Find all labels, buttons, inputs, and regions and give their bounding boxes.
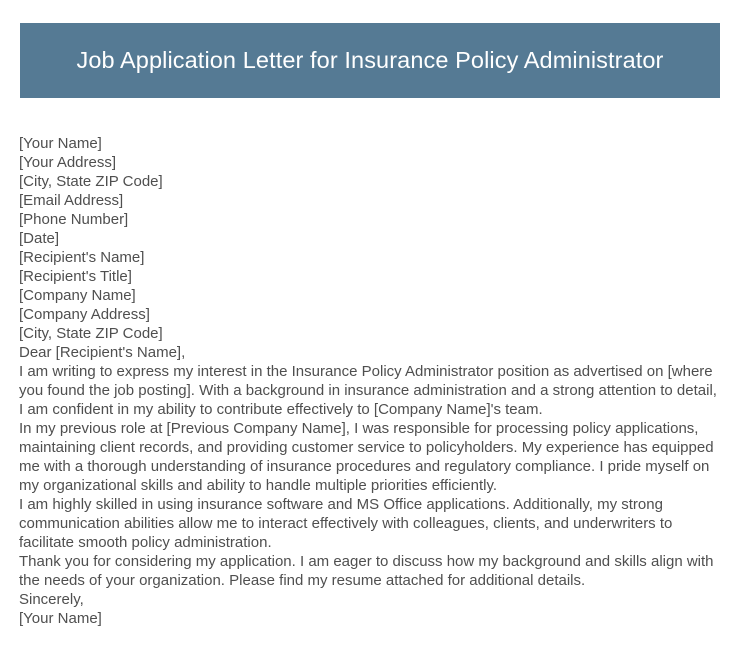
sender-line: [Your Address] — [19, 154, 117, 171]
letter-paragraph-4: Thank you for considering my application. I am eager to discuss how my background and skills align with the needs of your organization. Please find my resume attached for additional details. — [19, 553, 714, 589]
recipient-line: [City, State ZIP Code] — [19, 325, 163, 342]
page-title: Job Application Letter for Insurance Policy Administrator — [76, 47, 664, 74]
letter-paragraph-3: I am highly skilled in using insurance software and MS Office applications. Additionally, my strong communication abilities allow me to interact effectively with colleagues, clients, and underwriters to facilitate smooth policy administration. — [19, 496, 673, 551]
sender-line: [Email Address] — [19, 192, 124, 209]
signature-name: [Your Name] — [19, 610, 102, 627]
recipient-line: [Company Address] — [19, 306, 150, 323]
letter-paragraph-2: In my previous role at [Previous Company Name], I was responsible for processing policy applications, maintaining client records, and providing customer service to policyholders. My experience has equipped me with a thorough understanding of insurance procedures and regulatory compliance. I pride myself on my organizational skills and ability to handle multiple priorities efficiently. — [19, 420, 714, 494]
recipient-line: [Recipient's Title] — [19, 268, 132, 285]
sender-address-block — [19, 134, 724, 248]
sender-line: [Your Name] — [19, 135, 102, 152]
sender-line: [Date] — [19, 230, 60, 247]
document-header-banner — [20, 23, 720, 98]
letter-paragraph-1: I am writing to express my interest in the Insurance Policy Administrator position as advertised on [where you found the job posting]. With a background in insurance administration and a strong attention to detail, I am confident in my ability to contribute effectively to [Company Name]'s team. — [19, 363, 717, 418]
recipient-line: [Company Name] — [19, 287, 136, 304]
salutation: Dear [Recipient's Name], — [19, 344, 186, 361]
recipient-line: [Recipient's Name] — [19, 249, 145, 266]
closing-salutation: Sincerely, — [19, 591, 84, 608]
letter-body — [19, 134, 724, 628]
sender-line: [Phone Number] — [19, 211, 129, 228]
sender-line: [City, State ZIP Code] — [19, 173, 163, 190]
recipient-address-block — [19, 248, 724, 343]
